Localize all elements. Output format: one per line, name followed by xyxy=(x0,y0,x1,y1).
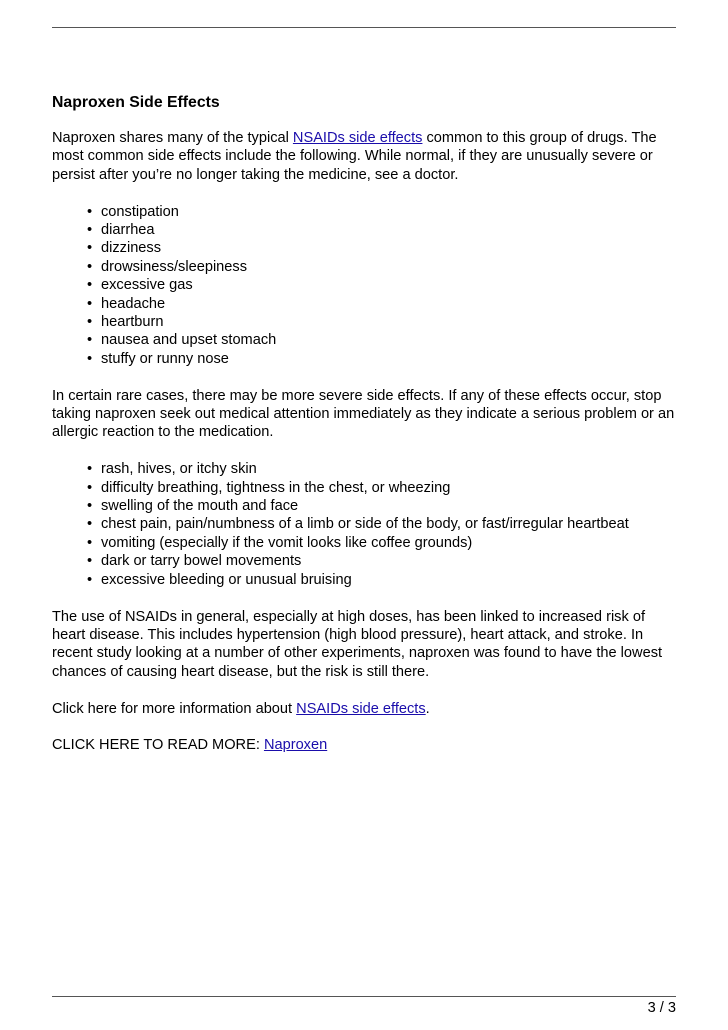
intro-text-after: common to this group of drugs. The most common side effects include the following. While normal, if they are unusually severe or persist after you’re no longer taking the medicine, see a doctor. xyxy=(52,130,657,183)
list-item: • swelling of the mouth and face xyxy=(101,497,678,515)
list-item: • rash, hives, or itchy skin xyxy=(101,460,678,478)
naproxen-link[interactable]: Naproxen xyxy=(263,737,328,754)
nsaids-side-effects-link[interactable]: NSAIDs side effects xyxy=(292,130,423,146)
page-number: 3 / 3 xyxy=(647,1000,676,1016)
footer-rule xyxy=(52,996,676,997)
list-item: • chest pain, pain/numbness of a limb or side of the body, or fast/irregular heartbeat xyxy=(101,515,678,533)
read-more-text: CLICK HERE TO READ MORE: xyxy=(52,737,264,754)
list-item: • vomiting (especially if the vomit looks like coffee grounds) xyxy=(101,534,678,552)
list-item: • stuffy or runny nose xyxy=(101,350,678,368)
list-item: • nausea and upset stomach xyxy=(101,331,678,349)
list-item: • diarrhea xyxy=(101,221,678,239)
list-item: • heartburn xyxy=(101,313,678,331)
list-item: • dark or tarry bowel movements xyxy=(101,552,678,570)
click-here-period: . xyxy=(425,700,430,717)
list-item: • dizziness xyxy=(101,239,678,257)
click-here-paragraph xyxy=(52,700,678,718)
list-item: • excessive bleeding or unusual bruising xyxy=(101,571,678,589)
heart-disease-paragraph: The use of NSAIDs in general, especially at high doses, has been linked to increased risk of heart disease. This includes hypertension (high blood pressure), heart attack, and stroke. In recent study looking at a number of other experiments, naproxen was found to have the lowest chances of causing heart disease, but the risk is still there. xyxy=(52,608,663,680)
list-item: • headache xyxy=(101,295,678,313)
intro-paragraph xyxy=(52,129,678,184)
intro-text-before: Naproxen shares many of the typical xyxy=(52,130,293,146)
common-effects-list xyxy=(52,203,678,369)
document-body xyxy=(52,93,678,773)
click-here-text: Click here for more information about xyxy=(52,700,297,717)
nsaids-side-effects-link-2[interactable]: NSAIDs side effects xyxy=(296,700,426,717)
rare-effects-list xyxy=(52,460,678,589)
list-item: • difficulty breathing, tightness in the chest, or wheezing xyxy=(101,479,678,497)
header-rule xyxy=(52,27,676,28)
page-title: Naproxen Side Effects xyxy=(52,94,220,111)
list-item: • drowsiness/sleepiness xyxy=(101,258,678,276)
rare-effects-paragraph: In certain rare cases, there may be more severe side effects. If any of these effects occur, stop taking naproxen seek out medical attention immediately as they indicate a serious problem or an allergic reaction to the medication. xyxy=(52,387,675,441)
list-item: • excessive gas xyxy=(101,276,678,294)
read-more-paragraph xyxy=(52,736,678,754)
list-item: • constipation xyxy=(101,203,678,221)
